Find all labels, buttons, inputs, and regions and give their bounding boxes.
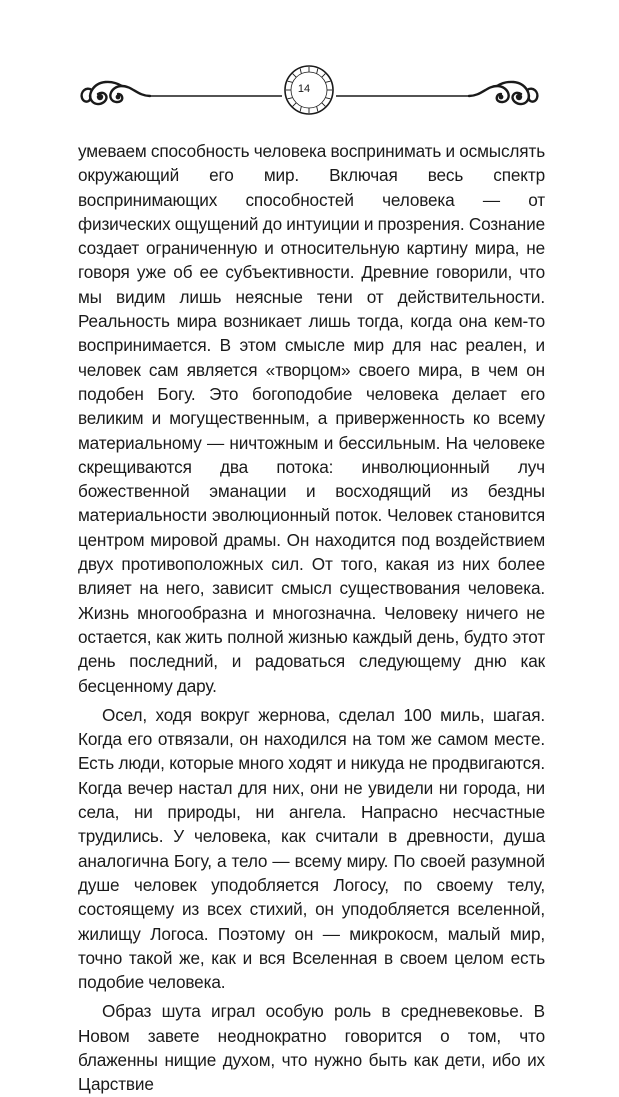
paragraph-1: умеваем способность человека воспринимать и осмыслять окружающий его мир. Включая весь спектр воспринимающих способностей человека — от физических ощущений до интуиции и прозрения. Сознание создает ограниченную и относительную картину мира, не говоря уже об ее субъективности. Древние говорили, что мы видим лишь неясные тени от действительности. Реальность мира возникает лишь тогда, когда она кем-то воспринимается. В этом смысле мир для нас реален, и человек сам является «творцом» своего мира, в чем он подобен Богу. Это богоподобие человека делает его великим и могущественным, а приверженность ко всему материальному — ничтожным и бессильным. На человеке скрещиваются два потока: инволюционный луч божественной эманации и восходящий из бездны материальности эволюционный поток. Человек становится центром мировой драмы. Он находится под воздействием двух противоположных сил. От того, какая из них более влияет на него, зависит смысл существования человека. Жизнь многообразна и многозначна. Человеку ничего не остается, как жить полной жизнью каждый день, будто этот день последний, и радоваться следующему дню как бесценному дару. <box>78 141 545 696</box>
ornament-icon <box>0 0 619 140</box>
paragraph-3: Образ шута играл особую роль в средневековье. В Новом завете неоднократно говорится о том, что блаженны нищие духом, что нужно быть как дети, ибо их Царствие <box>78 1001 545 1095</box>
page-header <box>0 0 619 140</box>
body-text <box>78 139 545 1097</box>
page-number: 14 <box>297 83 311 95</box>
paragraph-2: Осел, ходя вокруг жернова, сделал 100 миль, шагая. Когда его отвязали, он находился на том же самом месте. Есть люди, которые много ходят и никуда не продвигаются. Когда вечер настал для них, они не увидели ни города, ни села, ни природы, ни ангела. Напрасно несчастные трудились. У человека, как считали в древности, душа аналогична Богу, а тело — всему миру. По своей разумной душе человек уподобляется Логосу, по своему телу, состоящему из всех стихий, он уподобляется вселенной, жилищу Логоса. Поэтому он — микрокосм, малый мир, точно такой же, как и вся Вселенная в своем целом есть подобие человека. <box>78 704 545 993</box>
